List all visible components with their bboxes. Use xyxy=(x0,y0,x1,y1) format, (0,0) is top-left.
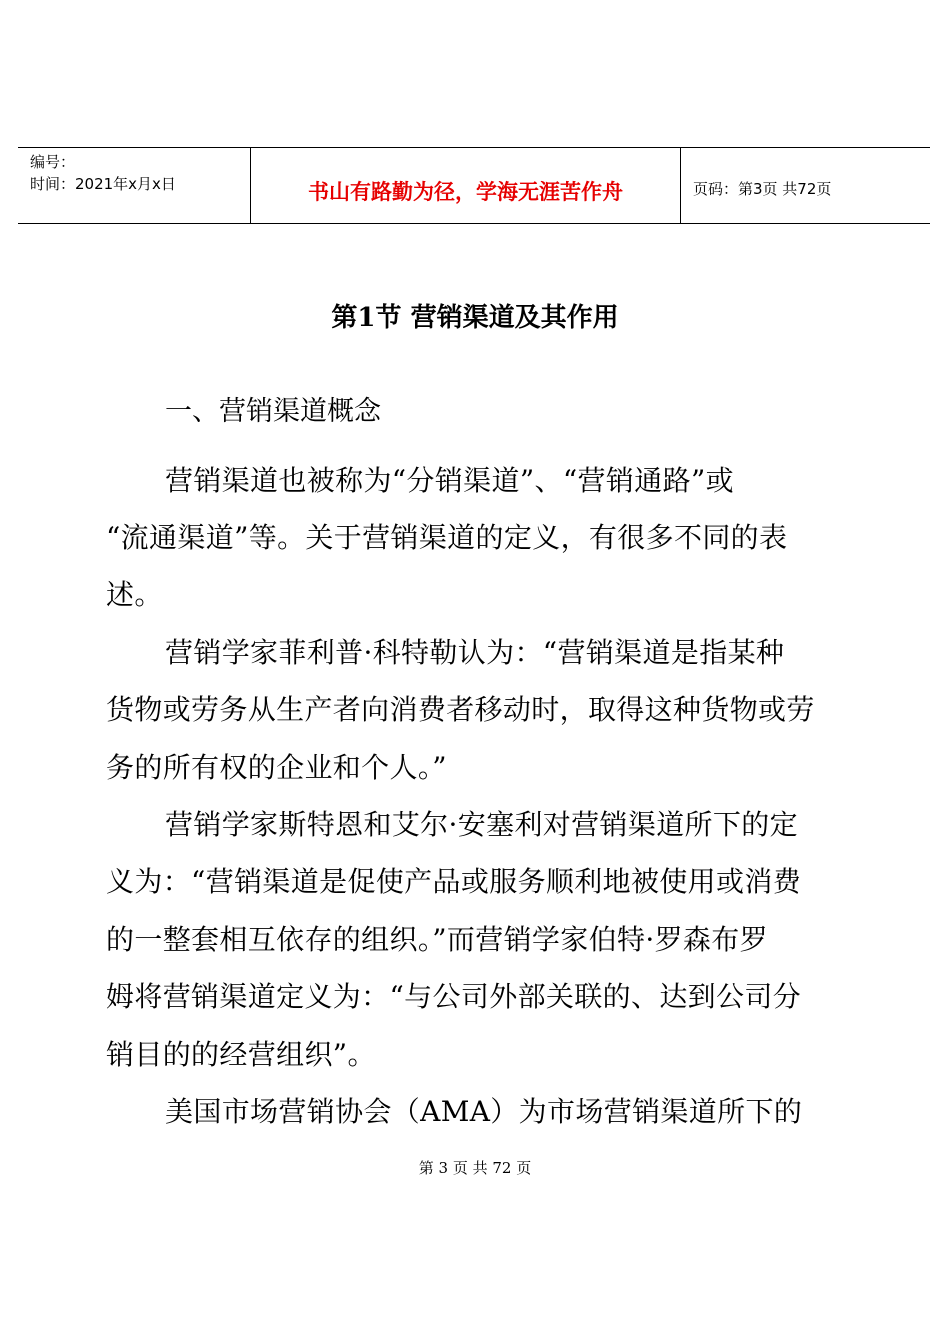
text-line: 营销学家菲利普·科特勒认为：“营销渠道是指某种 xyxy=(165,636,785,669)
text-line: “流通渠道”等。关于营销渠道的定义，有很多不同的表 xyxy=(106,521,788,554)
text-line: 美国市场营销协会（AMA）为市场营销渠道所下的 xyxy=(165,1095,803,1128)
text-line: 的一整套相互依存的组织。”而营销学家伯特·罗森布罗 xyxy=(106,923,768,956)
header-motto-cell xyxy=(251,148,681,223)
header-motto: 书山有路勤为径，学海无涯苦作舟 xyxy=(308,180,623,204)
text-line: 务的所有权的企业和个人。” xyxy=(106,751,447,784)
subheading: 一、营销渠道概念 xyxy=(165,396,381,427)
text-line: 营销学家斯特恩和艾尔·安塞利对营销渠道所下的定 xyxy=(165,808,798,841)
header-meta-cell xyxy=(18,148,251,223)
page-footer: 第 3 页 共 72 页 xyxy=(418,1159,532,1177)
text-line: 销目的的经营组织”。 xyxy=(106,1038,376,1071)
text-line: 营销渠道也被称为“分销渠道”、“营销通路”或 xyxy=(165,464,734,497)
text-line: 货物或劳务从生产者向消费者移动时，取得这种货物或劳 xyxy=(106,693,815,726)
header-page-cell xyxy=(681,148,930,223)
text-line: 姆将营销渠道定义为：“与公司外部关联的、达到公司分 xyxy=(106,980,802,1013)
document-time-label: 时间：2021年x月x日 xyxy=(30,175,176,193)
text-line: 义为：“营销渠道是促使产品或服务顺利地被使用或消费 xyxy=(106,865,802,898)
section-title: 第1节 营销渠道及其作用 xyxy=(331,303,619,333)
document-header xyxy=(18,147,930,224)
header-page-code: 页码：第3页 共72页 xyxy=(693,180,832,198)
document-number-label: 编号： xyxy=(30,153,76,171)
text-line: 述。 xyxy=(106,578,163,611)
